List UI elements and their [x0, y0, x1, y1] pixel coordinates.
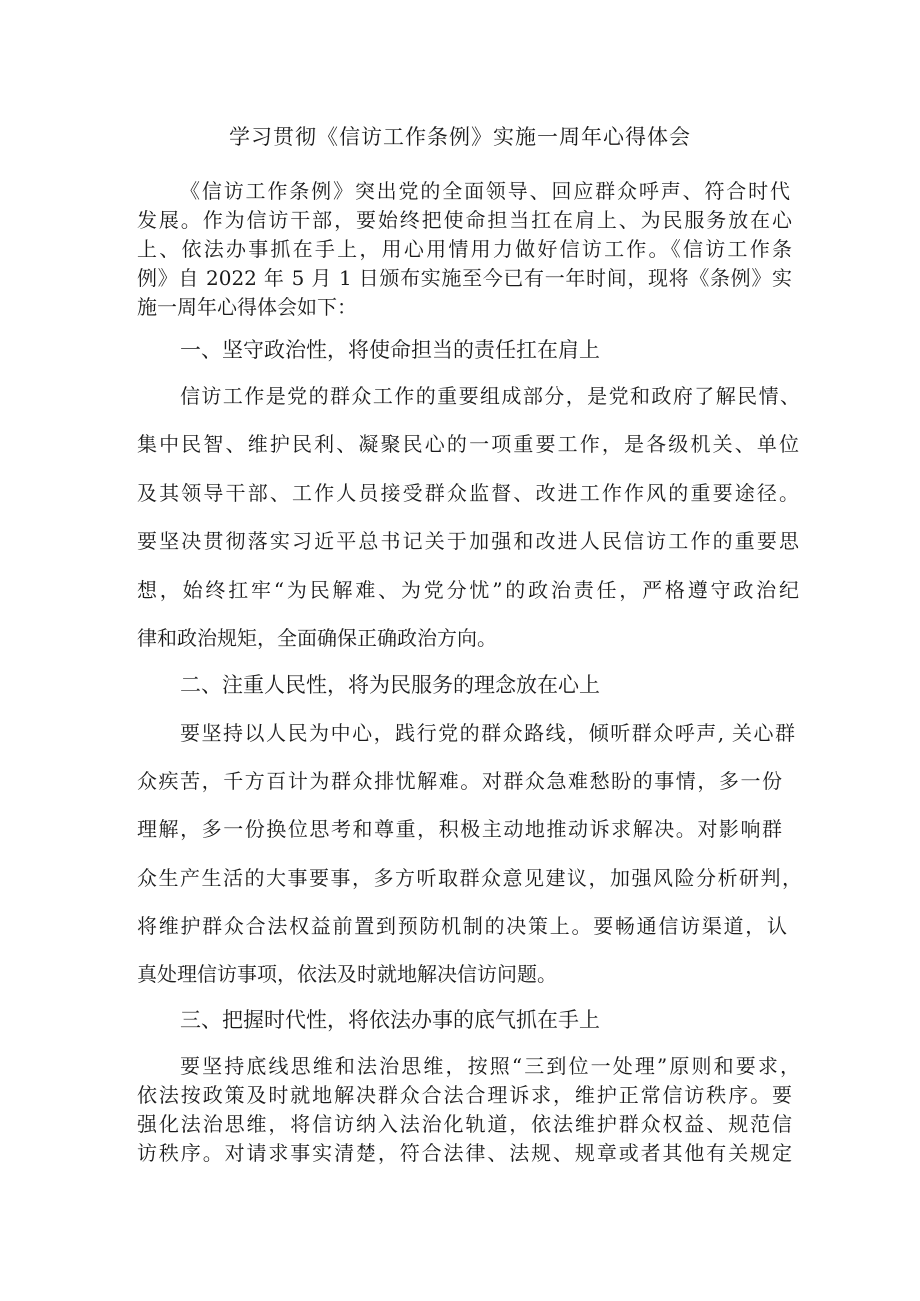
section-2-line-1: 要坚持以人民为中心，践行党的群众路线，倾听群众呼声, 关心群 — [180, 721, 795, 745]
section-3-line-2: 依法按政策及时就地解决群众合法合理诉求，维护正常信访秩序。要 — [137, 1083, 792, 1107]
section-1-line-3: 及其领导干部、工作人员接受群众监督、改进工作作风的重要途径。 — [137, 481, 799, 505]
intro-line-4: 例》自 2022 年 5 月 1 日颁布实施至今已有一年时间，现将《条例》实 — [137, 266, 792, 290]
section-1-line-2: 集中民智、维护民利、凝聚民心的一项重要工作，是各级机关、单位 — [137, 432, 799, 456]
intro-line-5: 施一周年心得体会如下： — [137, 295, 357, 319]
section-2-line-2: 众疾苦，千方百计为群众排忧解难。对群众急难愁盼的事情，多一份 — [137, 769, 782, 793]
section-3-line-3: 强化法治思维，将信访纳入法治化轨道，依法维护群众权益、规范信 — [137, 1112, 792, 1136]
section-1-heading: 一、坚守政治性，将使命担当的责任扛在肩上 — [180, 338, 600, 362]
section-3-heading: 三、把握时代性，将依法办事的底气抓在手上 — [180, 1008, 600, 1032]
section-2-line-3: 理解，多一份换位思考和尊重，积极主动地推动诉求解决。对影响群 — [137, 817, 782, 841]
section-2-line-4: 众生产生活的大事要事，多方听取群众意见建议，加强风险分析研判， — [137, 866, 802, 890]
section-1-line-5: 想，始终扛牢“为民解难、为党分忧”的政治责任，严格遵守政治纪 — [137, 578, 799, 602]
intro-line-1: 《信访工作条例》突出党的全面领导、回应群众呼声、符合时代 — [180, 179, 790, 203]
section-3-line-1: 要坚持底线思维和法治思维，按照“三到位一处理”原则和要求， — [180, 1054, 800, 1078]
intro-line-2: 发展。作为信访干部，要始终把使命担当扛在肩上、为民服务放在心 — [137, 208, 792, 232]
section-1-line-1: 信访工作是党的群众工作的重要组成部分，是党和政府了解民情、 — [180, 384, 800, 408]
section-1-line-6: 律和政治规矩，全面确保正确政治方向。 — [137, 626, 497, 650]
section-2-heading: 二、注重人民性，将为民服务的理念放在心上 — [180, 673, 600, 697]
section-2-line-5: 将维护群众合法权益前置到预防机制的决策上。要畅通信访渠道，认 — [137, 914, 787, 938]
section-2-line-6: 真处理信访事项，依法及时就地解决信访问题。 — [137, 962, 557, 986]
section-1-line-4: 要坚决贯彻落实习近平总书记关于加强和改进人民信访工作的重要思 — [137, 529, 799, 553]
document-title: 学习贯彻《信访工作条例》实施一周年心得体会 — [229, 125, 691, 149]
intro-line-3: 上、依法办事抓在手上，用心用情用力做好信访工作。《信访工作条 — [137, 237, 792, 261]
section-3-line-4: 访秩序。对请求事实清楚，符合法律、法规、规章或者其他有关规定 — [137, 1141, 792, 1165]
